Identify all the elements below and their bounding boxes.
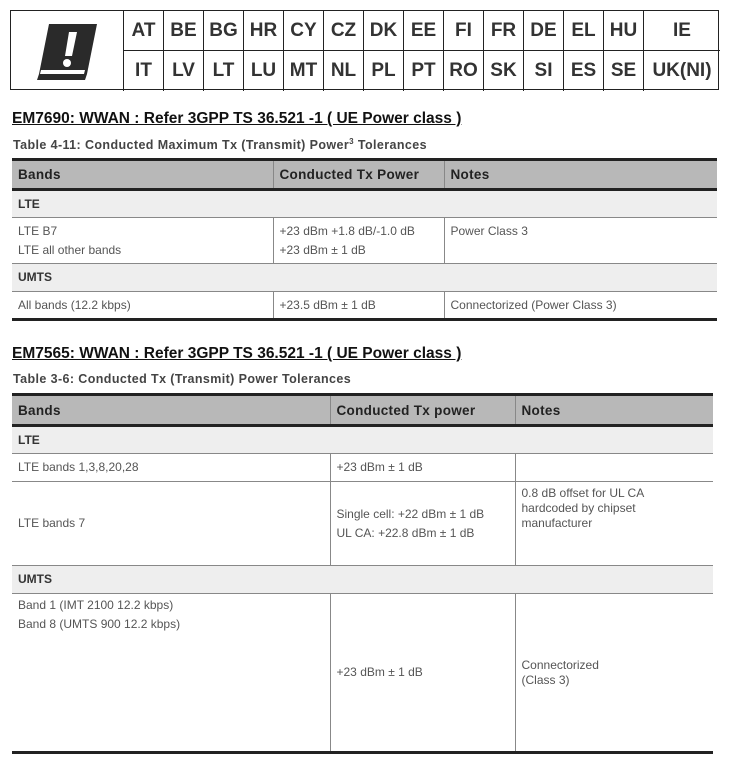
- country-code-cell: FI: [444, 11, 484, 51]
- notes-cell: 0.8 dB offset for UL CA hardcoded by chipset manufacturer: [515, 482, 713, 566]
- country-code-cell: CZ: [324, 11, 364, 51]
- group-label: UMTS: [12, 566, 713, 594]
- country-code-cell: HU: [604, 11, 644, 51]
- group-row-umts: [12, 264, 717, 292]
- country-code-cell: UK(NI): [652, 60, 712, 81]
- bands-cell: Band 1 (IMT 2100 12.2 kbps) Band 8 (UMTS 900 12.2 kbps): [12, 594, 330, 753]
- table-row: [12, 454, 713, 482]
- header-bands: Bands: [12, 395, 330, 426]
- country-code-cell: AT: [124, 11, 164, 51]
- country-code-cell: MT: [284, 51, 324, 91]
- power-cell: +23 dBm +1.8 dB/-1.0 dB +23 dBm ± 1 dB: [273, 218, 444, 264]
- country-code-cell: PL: [364, 51, 404, 91]
- country-code-cell: LV: [164, 51, 204, 91]
- table-row: [12, 292, 717, 320]
- warning-cell: [11, 11, 124, 91]
- country-code-cell: SE: [604, 51, 644, 91]
- country-code-cell: ES: [564, 51, 604, 91]
- country-code-cell: HR: [244, 11, 284, 51]
- group-row-lte: [12, 190, 717, 218]
- power-cell: +23 dBm ± 1 dB: [330, 454, 515, 482]
- exclamation-warning-icon: [31, 18, 103, 84]
- power-cell: +23.5 dBm ± 1 dB: [273, 292, 444, 320]
- country-code-cell: BE: [164, 11, 204, 51]
- table-caption-4-11: Table 4-11: Conducted Maximum Tx (Transmit) Power$^3$ Tolerances: [13, 137, 427, 153]
- section-title-em7565: EM7565: WWAN : Refer 3GPP TS 36.521 -1 ( UE Power class ): [12, 345, 462, 362]
- group-row-lte: [12, 426, 713, 454]
- header-notes: Notes: [444, 160, 717, 190]
- power-cell: +23 dBm ± 1 dB: [330, 594, 515, 753]
- table-row: [12, 218, 717, 264]
- country-code-cell: IE: [644, 11, 720, 51]
- tx-power-table-em7690: [12, 158, 717, 321]
- notes-cell: Power Class 3: [444, 218, 717, 264]
- table-caption-3-6: Table 3-6: Conducted Tx (Transmit) Power Tolerances: [13, 372, 352, 386]
- bands-cell: LTE bands 7: [12, 482, 330, 566]
- country-code-cell: SK: [484, 51, 524, 91]
- country-code-cell: CY: [284, 11, 324, 51]
- group-row-umts: [12, 566, 713, 594]
- group-label: LTE: [12, 426, 713, 454]
- tx-power-table-em7565: [12, 393, 713, 754]
- country-code-cell: RO: [444, 51, 484, 91]
- section-title-em7690: EM7690: WWAN : Refer 3GPP TS 36.521 -1 ( UE Power class ): [12, 110, 462, 127]
- country-code-cell: LT: [204, 51, 244, 91]
- table-row: [12, 482, 713, 566]
- country-code-cell: SI: [524, 51, 564, 91]
- group-label: LTE: [12, 190, 717, 218]
- header-tx-power: Conducted Tx Power: [273, 160, 444, 190]
- header-notes: Notes: [515, 395, 713, 426]
- notes-cell: [515, 454, 713, 482]
- table-header-row: [12, 395, 713, 426]
- bands-cell: All bands (12.2 kbps): [12, 292, 273, 320]
- country-code-cell: DK: [364, 11, 404, 51]
- country-code-cell: LU: [244, 51, 284, 91]
- table-header-row: [12, 160, 717, 190]
- group-label: UMTS: [12, 264, 717, 292]
- bands-cell: LTE bands 1,3,8,20,28: [12, 454, 330, 482]
- power-cell: Single cell: +22 dBm ± 1 dB UL CA: +22.8 dBm ± 1 dB: [330, 482, 515, 566]
- country-code-cell: IT: [124, 51, 164, 91]
- country-code-cell: BG: [204, 11, 244, 51]
- header-tx-power: Conducted Tx power: [330, 395, 515, 426]
- notes-cell: Connectorized (Class 3): [515, 594, 713, 753]
- country-code-cell: PT: [404, 51, 444, 91]
- country-code-cell: EL: [564, 11, 604, 51]
- header-bands: Bands: [12, 160, 273, 190]
- country-code-cell: DE: [524, 11, 564, 51]
- country-code-cell: FR: [484, 11, 524, 51]
- country-code-cell: EE: [404, 11, 444, 51]
- notes-cell: Connectorized (Power Class 3): [444, 292, 717, 320]
- country-code-cell: NL: [324, 51, 364, 91]
- table-row: [12, 594, 713, 753]
- bands-cell: LTE B7 LTE all other bands: [12, 218, 273, 264]
- country-code-grid: [10, 10, 719, 90]
